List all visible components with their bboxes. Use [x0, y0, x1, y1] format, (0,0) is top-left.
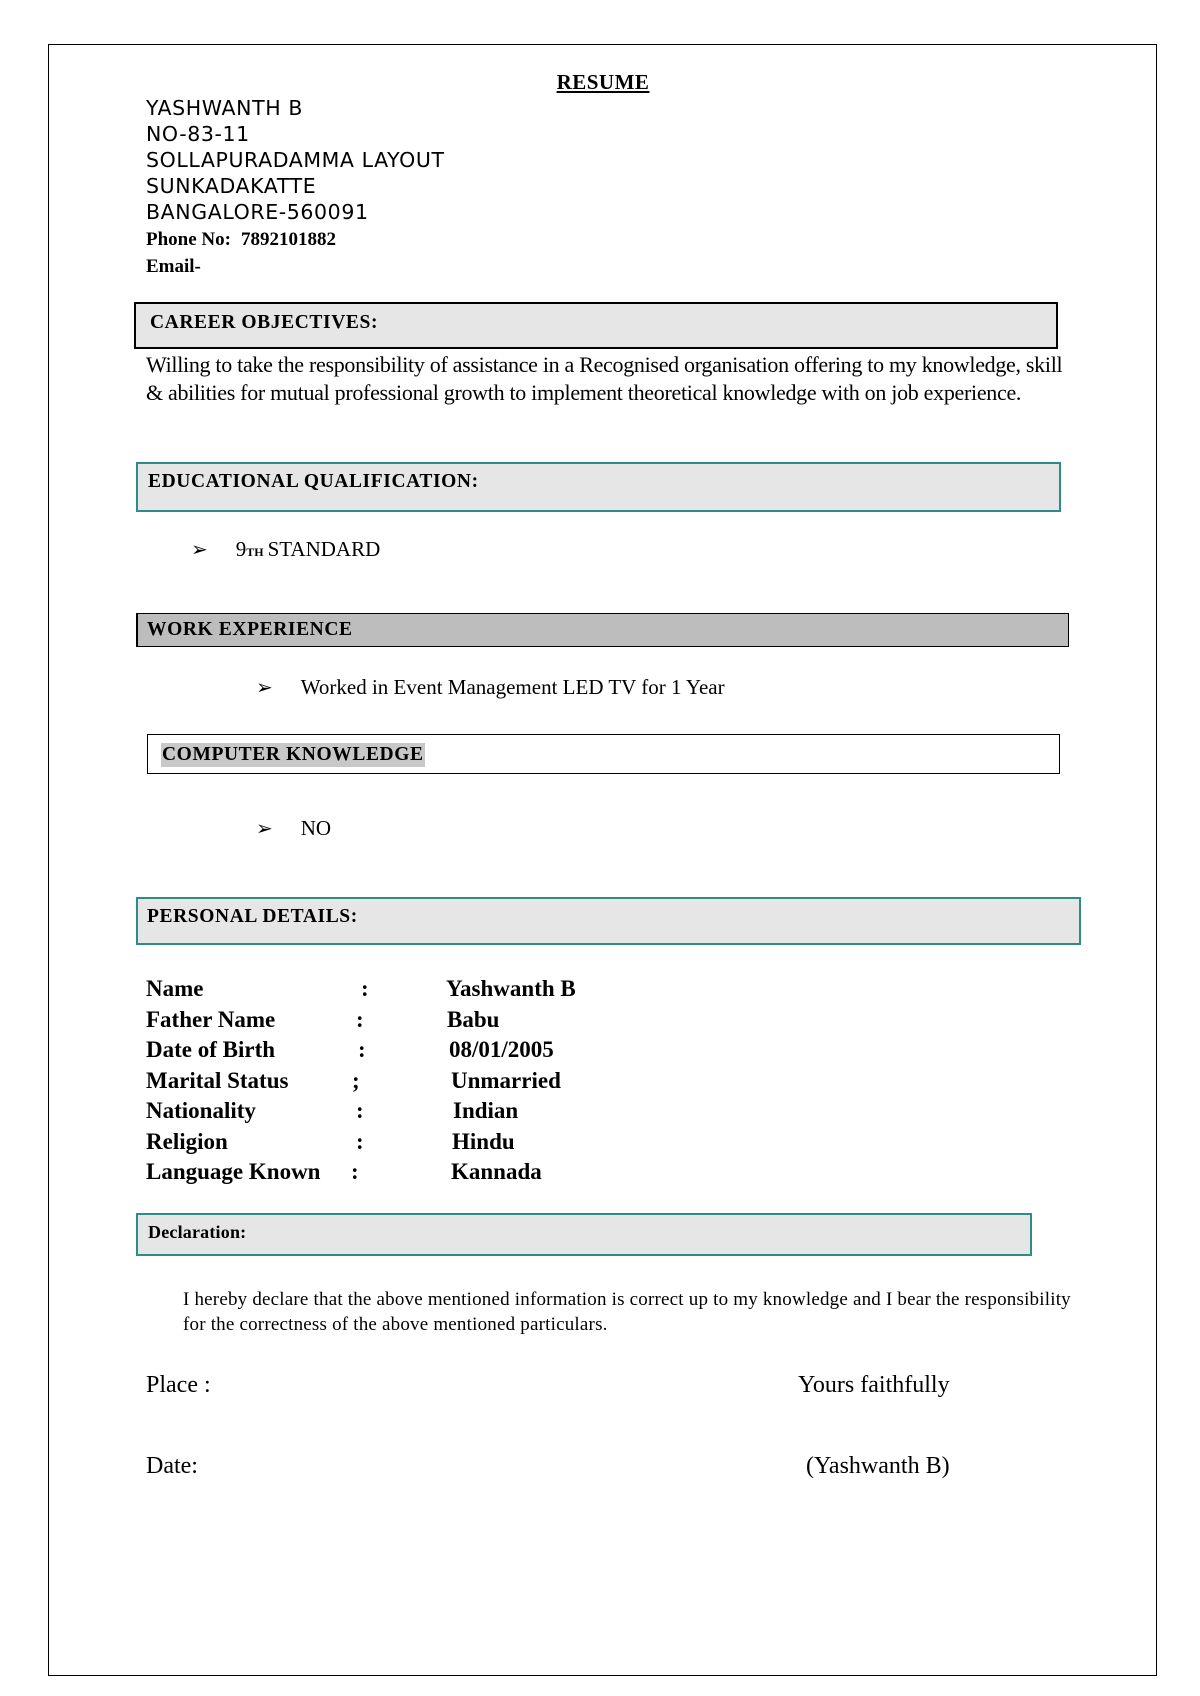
education-superscript: TH: [246, 545, 264, 559]
detail-label: Nationality: [146, 1098, 256, 1123]
address-line: BANGALORE-560091: [146, 200, 369, 224]
career-objectives-header: [134, 302, 1058, 349]
contact-block: [146, 226, 336, 280]
detail-separator: :: [358, 1037, 366, 1062]
phone-label: Phone No:: [146, 229, 231, 250]
detail-value: Unmarried: [451, 1067, 561, 1093]
work-experience-heading: WORK EXPERIENCE: [147, 619, 353, 640]
education-heading: EDUCATIONAL QUALIFICATION:: [148, 471, 479, 492]
date-label: Date:: [146, 1453, 198, 1479]
declaration-heading: Declaration:: [148, 1222, 247, 1242]
detail-value: Hindu: [452, 1128, 515, 1154]
career-objectives-heading: CAREER OBJECTIVES:: [150, 312, 379, 333]
detail-label: Name: [146, 976, 204, 1001]
work-experience-item: [256, 675, 725, 700]
closing-text: Yours faithfully: [798, 1372, 950, 1398]
address-line: NO-83-11: [146, 122, 250, 146]
detail-label: Language Known: [146, 1159, 321, 1184]
detail-label: Father Name: [146, 1006, 276, 1032]
detail-separator: :: [351, 1159, 359, 1184]
address-line: SUNKADAKATTE: [146, 174, 317, 198]
education-number: 9: [235, 537, 247, 561]
declaration-text: I hereby declare that the above mentioned information is correct up to my knowledge and I bear the responsibility for the correctness of the above mentioned particulars.: [183, 1289, 1071, 1335]
detail-separator: ;: [352, 1067, 360, 1093]
detail-value: Yashwanth B: [446, 976, 576, 1001]
detail-value: 08/01/2005: [449, 1037, 554, 1062]
detail-label: Date of Birth: [146, 1037, 276, 1062]
computer-knowledge-text: NO: [300, 816, 332, 840]
education-text: STANDARD: [267, 537, 381, 561]
phone-number: 7892101882: [240, 229, 336, 250]
arrow-bullet-icon: ➢: [256, 816, 273, 840]
detail-value: Babu: [447, 1006, 500, 1032]
education-header: [136, 462, 1061, 512]
education-item: [191, 537, 380, 562]
resume-title: RESUME: [556, 70, 650, 94]
detail-value: Kannada: [451, 1159, 542, 1184]
computer-knowledge-heading: COMPUTER KNOWLEDGE: [162, 744, 424, 765]
detail-separator: :: [356, 1006, 364, 1032]
work-experience-header: [136, 613, 1069, 647]
declaration-header: [136, 1213, 1032, 1256]
computer-knowledge-item: [256, 816, 331, 841]
detail-separator: :: [356, 1128, 364, 1154]
personal-details-header: [136, 897, 1081, 945]
detail-label: Marital Status: [146, 1067, 289, 1093]
address-block: [146, 95, 445, 225]
phone-row: [146, 226, 336, 253]
arrow-bullet-icon: ➢: [191, 537, 208, 561]
computer-knowledge-header: [147, 734, 1060, 774]
work-experience-text: Worked in Event Management LED TV for 1 Year: [300, 675, 725, 699]
signature-name: (Yashwanth B): [806, 1453, 950, 1479]
personal-details-heading: PERSONAL DETAILS:: [147, 906, 358, 927]
email-label: Email-: [146, 256, 201, 277]
detail-label: Religion: [146, 1128, 228, 1154]
career-objectives-text: Willing to take the responsibility of assistance in a Recognised organisation offering to my knowledge, skill & abilities for mutual professional growth to implement theoretical knowledge with on job experience.: [146, 352, 1063, 405]
address-line: SOLLAPURADAMMA LAYOUT: [146, 148, 445, 172]
detail-separator: :: [361, 976, 369, 1001]
arrow-bullet-icon: ➢: [256, 675, 273, 699]
applicant-name: YASHWANTH B: [146, 96, 304, 120]
page-border: [48, 44, 1157, 1676]
detail-value: Indian: [453, 1098, 519, 1123]
detail-separator: :: [356, 1098, 364, 1123]
place-label: Place :: [146, 1372, 211, 1398]
